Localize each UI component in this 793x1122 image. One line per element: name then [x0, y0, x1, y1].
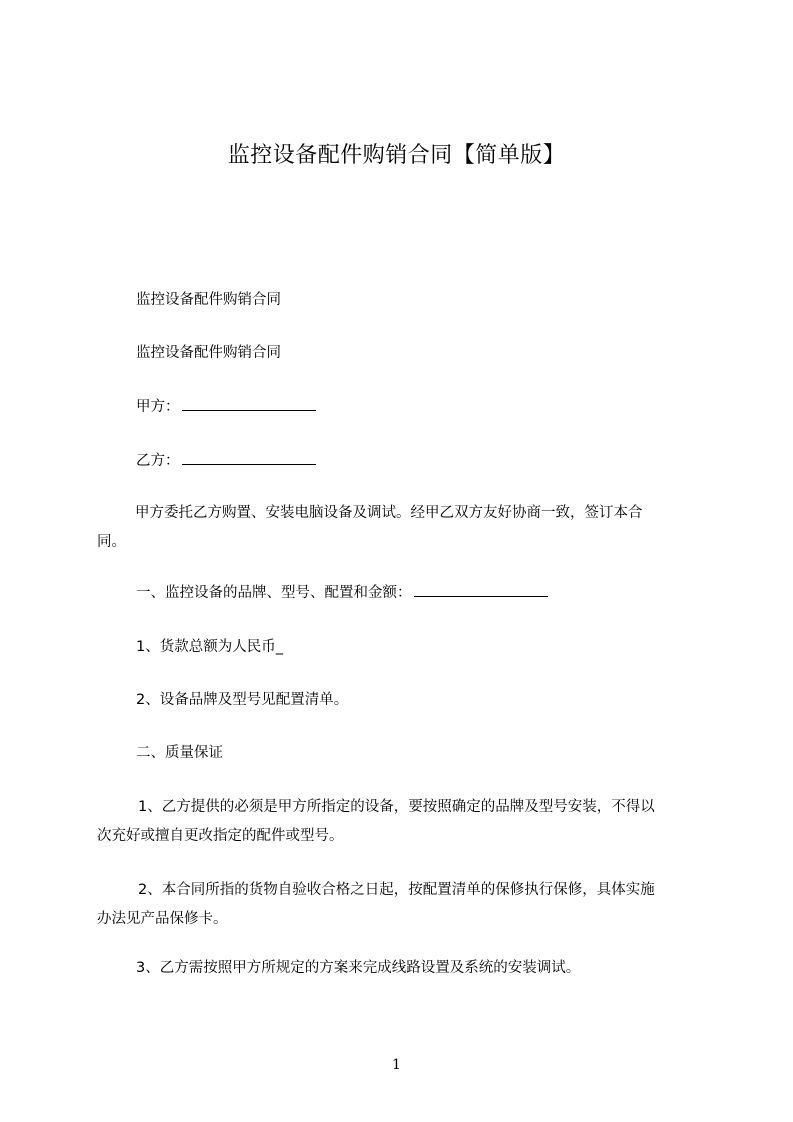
subtitle-line: 监控设备配件购销合同: [136, 345, 281, 361]
item-1-1: 1、货款总额为人民币_: [136, 639, 283, 655]
document-title: 监控设备配件购销合同【简单版】: [227, 143, 566, 168]
item-2-1-line-1: 1、乙方提供的必须是甲方所指定的设备，要按照确定的品牌及型号安装，不得以: [138, 799, 655, 815]
party-a-blank: [182, 396, 316, 411]
subtitle-line: 监控设备配件购销合同: [136, 292, 281, 308]
party-a-line: [136, 396, 316, 418]
intro-paragraph: [97, 499, 717, 557]
party-a-label: 甲方：: [136, 399, 180, 415]
intro-line-1: 甲方委托乙方购置、安装电脑设备及调试。经甲乙双方友好协商一致，签订本合: [135, 505, 643, 521]
item-2-1-line-2: 次充好或擅自更改指定的配件或型号。: [97, 828, 344, 844]
section-1-heading: 一、监控设备的品牌、型号、配置和金额：: [136, 585, 412, 601]
item-2-2-line-1: 2、本合同所指的货物自验收合格之日起，按配置清单的保修执行保修，具体实施: [138, 882, 655, 898]
section-1-heading-line: [136, 582, 548, 604]
section-2-heading: 二、质量保证: [136, 745, 223, 761]
amount-blank: [414, 582, 548, 597]
item-1-2: 2、设备品牌及型号见配置清单。: [136, 692, 349, 708]
intro-line-2: 同。: [97, 534, 126, 550]
item-2-3: 3、乙方需按照甲方所规定的方案来完成线路设置及系统的安装调试。: [136, 960, 581, 976]
item-2-2-paragraph: [97, 876, 717, 934]
party-b-blank: [182, 450, 316, 465]
party-b-label: 乙方：: [136, 453, 180, 469]
item-2-1-paragraph: [97, 793, 717, 851]
page-number: 1: [392, 1057, 401, 1073]
party-b-line: [136, 450, 316, 472]
item-2-2-line-2: 办法见产品保修卡。: [97, 911, 228, 927]
